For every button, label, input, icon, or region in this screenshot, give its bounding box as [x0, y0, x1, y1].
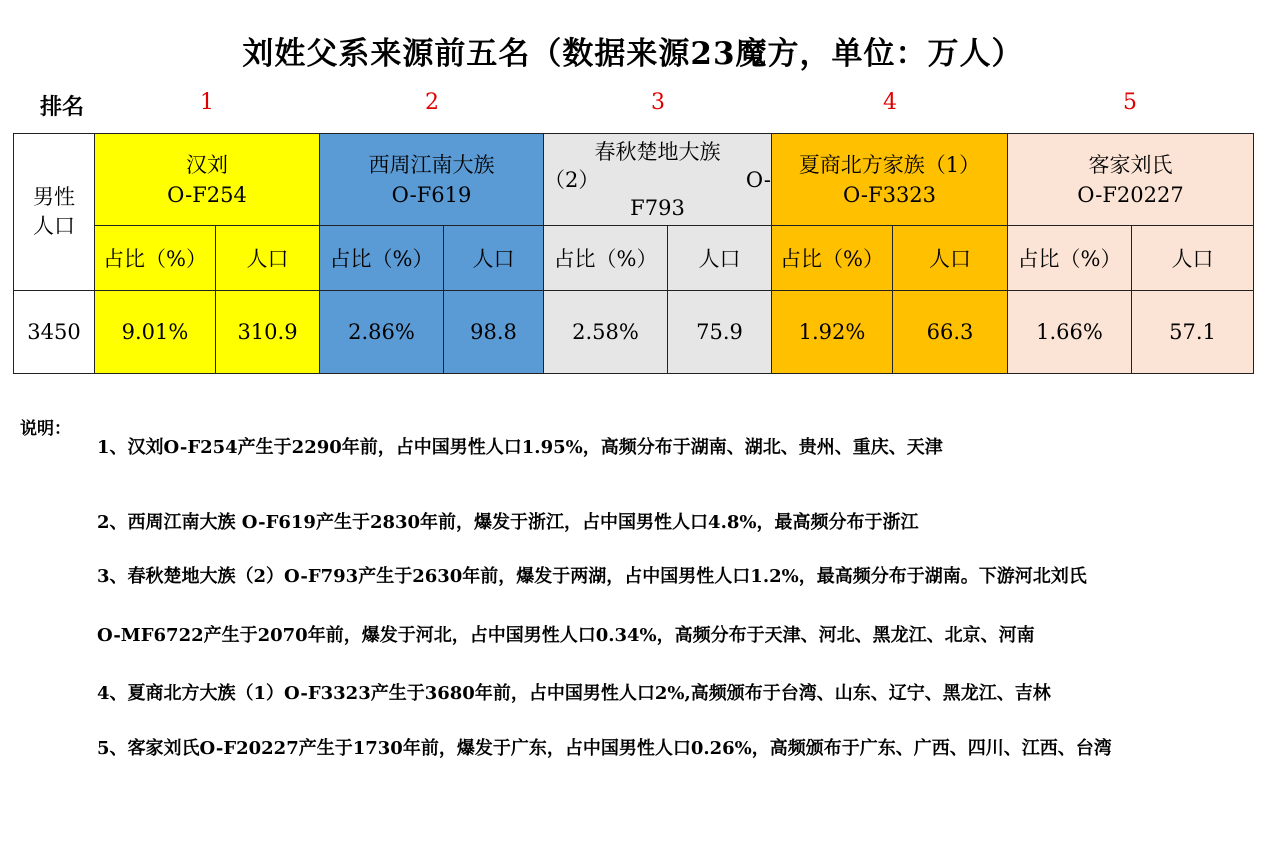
- share-value: 2.86%: [320, 291, 444, 374]
- population-header: 人口: [668, 226, 772, 291]
- population-header: 人口: [893, 226, 1008, 291]
- rank-number: 5: [1123, 90, 1137, 115]
- group-name: 客家刘氏: [1088, 152, 1173, 177]
- note-line: 1、汉刘O-F254产生于2290年前，占中国男性人口1.95%，高频分布于湖南、湖北、贵州、重庆、天津: [97, 437, 943, 458]
- group-header: [544, 134, 772, 226]
- share-header: 占比（%）: [772, 226, 893, 291]
- group-header: [1008, 134, 1254, 226]
- note-line: O-MF6722产生于2070年前，爆发于河北，占中国男性人口0.34%，高频分布于天津、河北、黑龙江、北京、河南: [97, 625, 1035, 646]
- note-line: 2、西周江南大族 O-F619产生于2830年前，爆发于浙江，占中国男性人口4.8%，最高频分布于浙江: [97, 512, 919, 533]
- note-line: 4、夏商北方大族（1）O-F3323产生于3680年前，占中国男性人口2%,高频颁布于台湾、山东、辽宁、黑龙江、吉林: [97, 683, 1051, 704]
- group-header: [95, 134, 320, 226]
- population-header: 人口: [444, 226, 544, 291]
- rank-number: 4: [883, 90, 897, 115]
- population-value: 310.9: [216, 291, 320, 374]
- group-code: O-F20227: [1077, 182, 1184, 207]
- male-population-value: 3450: [14, 291, 95, 374]
- rank-number: 3: [651, 90, 665, 115]
- group-header: [320, 134, 544, 226]
- group-code-part: O-: [745, 167, 771, 192]
- rank-number: 1: [200, 90, 214, 115]
- group-code-part: F793: [630, 195, 685, 220]
- population-value: 66.3: [893, 291, 1008, 374]
- share-header: 占比（%）: [1008, 226, 1132, 291]
- row-header-male-population: 男性 人口: [14, 134, 95, 291]
- share-value: 1.92%: [772, 291, 893, 374]
- population-header: 人口: [216, 226, 320, 291]
- group-name-part: （2）: [544, 167, 600, 192]
- group-code: O-F3323: [842, 182, 937, 207]
- share-value: 9.01%: [95, 291, 216, 374]
- group-name: 夏商北方家族（1）: [798, 152, 981, 177]
- group-code: O-F619: [391, 182, 472, 207]
- share-header: 占比（%）: [95, 226, 216, 291]
- group-name: 春秋楚地大族: [594, 139, 721, 164]
- share-header: 占比（%）: [544, 226, 668, 291]
- notes-label: 说明：: [20, 419, 71, 439]
- rank-label: 排名: [40, 94, 85, 120]
- population-value: 75.9: [668, 291, 772, 374]
- share-header: 占比（%）: [320, 226, 444, 291]
- share-value: 1.66%: [1008, 291, 1132, 374]
- lineage-table: [13, 133, 1254, 374]
- group-name: 汉刘: [186, 152, 228, 177]
- note-line: 3、春秋楚地大族（2）O-F793产生于2630年前，爆发于两湖，占中国男性人口1.2%，最高频分布于湖南。下游河北刘氏: [97, 566, 1087, 587]
- group-header: [772, 134, 1008, 226]
- group-code: O-F254: [167, 182, 247, 207]
- share-value: 2.58%: [544, 291, 668, 374]
- page-title: 刘姓父系来源前五名（数据来源23魔方，单位：万人）: [242, 36, 1024, 72]
- population-header: 人口: [1132, 226, 1254, 291]
- group-name: 西周江南大族: [368, 152, 495, 177]
- population-value: 57.1: [1132, 291, 1254, 374]
- population-value: 98.8: [444, 291, 544, 374]
- note-line: 5、客家刘氏O-F20227产生于1730年前，爆发于广东，占中国男性人口0.26%，高频颁布于广东、广西、四川、江西、台湾: [97, 738, 1112, 759]
- rank-number: 2: [425, 90, 439, 115]
